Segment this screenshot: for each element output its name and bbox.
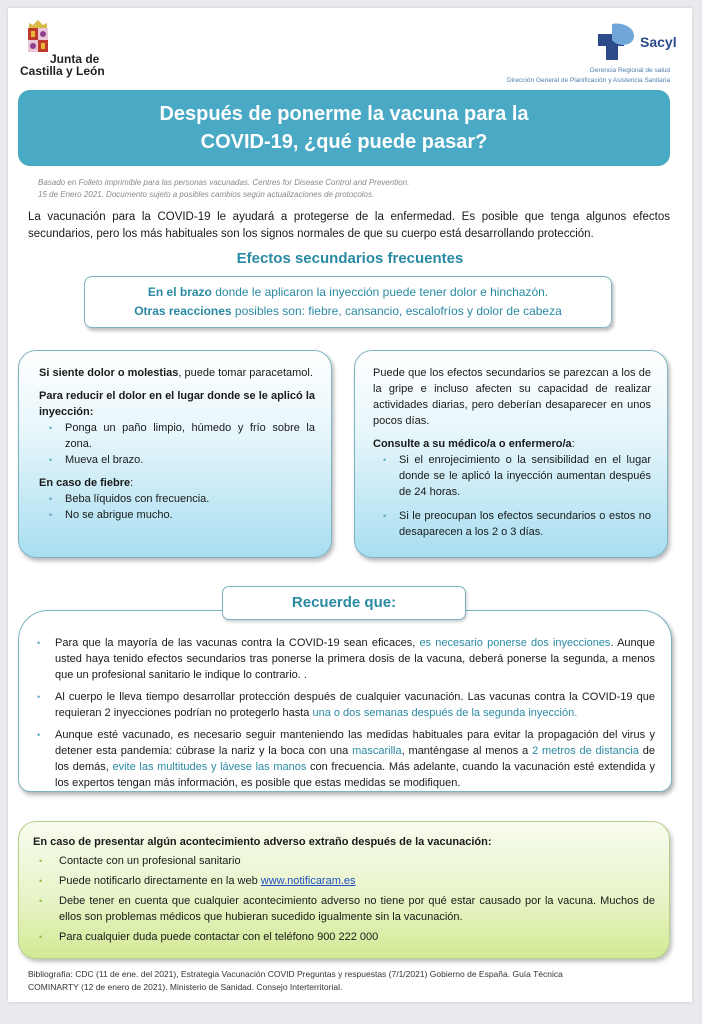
junta-castilla-leon-logo: [20, 18, 140, 78]
remember-2-highlight: una o dos semanas después de la segunda inyección.: [312, 707, 578, 719]
adverse-events-box: [18, 821, 670, 959]
frequent-line-1-bold: En el brazo: [147, 285, 212, 299]
remember-3-text-b: , manténgase al menos a: [401, 745, 533, 757]
list-item: • No se abrigue mucho.: [39, 507, 315, 523]
remember-1-text-a: Para que la mayoría de las vacunas contra la COVID-19 sean eficaces,: [55, 637, 420, 649]
flu-like-paragraph: Puede que los efectos secundarios se parezcan a los de la gripe e incluso afecten su capacidad de realizar actividades diarias, pero deberían desaparecer en unos pocos días.: [373, 367, 651, 427]
reduce-pain-heading: [39, 388, 315, 420]
adverse-web-text: Puede notificarlo directamente en la web: [59, 875, 261, 887]
sacyl-name: Sacyl: [640, 34, 677, 50]
remember-1-text-b: . Aunque usted haya tenido efectos secundarios tras ponerse la primera dosis de la vacuna, deberá ponerse la segunda, a menos que un profesional sanitario le indique lo contrario. .: [55, 637, 655, 681]
consult-list: [373, 452, 651, 540]
frequent-line-1-text: donde le aplicaron la inyección puede tener dolor e hinchazón.: [211, 285, 549, 299]
coat-of-arms-icon: [28, 28, 48, 52]
frequent-line-2: [85, 302, 611, 321]
bibliography: [28, 968, 668, 994]
consult-card: [354, 350, 668, 558]
title-line-1: Después de ponerme la vacuna para la: [159, 103, 529, 125]
document-page: [8, 8, 692, 1002]
consult-heading-colon: :: [571, 438, 575, 450]
crown-icon: [28, 20, 48, 28]
fever-list: [39, 491, 315, 523]
notificaram-link[interactable]: www.notificaram.es: [260, 875, 356, 887]
list-item: • Ponga un paño limpio, húmedo y frío sobre la zona.: [39, 420, 315, 452]
remember-3-highlight-1: mascarilla: [352, 745, 402, 757]
list-item: [29, 635, 655, 683]
list-item: • Si el enrojecimiento o la sensibilidad en el lugar donde se le aplicó la inyección aumentan después de 24 horas.: [373, 452, 651, 500]
frequent-line-2-bold: Otras reacciones: [134, 304, 232, 318]
source-line-1: Basado en Folleto imprimible para las personas vacunadas. Centres for Disease Control and Prevention.: [38, 178, 410, 187]
remember-3-text-a: Aunque esté vacunado, es necesario seguir manteniendo las medidas habituales para evitar la propagación del virus y detener esta pandemia: cúbrase la nariz y la boca con una: [55, 729, 655, 757]
junta-logo-line2: Castilla y León: [20, 64, 105, 78]
frequent-effects-title: Efectos secundarios frecuentes: [236, 250, 464, 267]
remember-3-highlight-3: evite las multitudes y lávese las manos: [112, 761, 307, 773]
remember-3-text-c: de los demás,: [55, 745, 655, 773]
remember-1-highlight: es necesario ponerse dos inyecciones: [419, 637, 611, 649]
remember-box: [18, 610, 672, 792]
remember-3-text-d: con frecuencia. Más adelante, cuando la vacunación esté extendida y los expertos tengan más información, es posible que estas medidas se modifiquen.: [55, 761, 655, 789]
adverse-list: [33, 853, 655, 945]
pain-relief-card: [18, 350, 332, 558]
adverse-heading: En caso de presentar algún acontecimiento adverso extraño después de la vacunación:: [33, 836, 492, 848]
remember-3-highlight-2: 2 metros de distancia: [532, 745, 639, 757]
intro-paragraph: La vacunación para la COVID-19 le ayudará a protegerse de la enfermedad. Es posible que tenga algunos efectos secundarios, pero los más habituales son los signos normales de que su cuerpo está desarrollando protección.: [28, 211, 670, 240]
list-item: [29, 727, 655, 791]
list-item: • Para cualquier duda puede contactar con el teléfono 900 222 000: [33, 929, 655, 945]
title-line-2: COVID-19, ¿qué puede pasar?: [200, 131, 488, 153]
sacyl-subtitle-2: Dirección General de Planificación y Asistencia Sanitaria: [507, 77, 670, 84]
sacyl-cross-icon: [598, 22, 636, 60]
reduce-pain-heading-text: Para reducir el dolor en el lugar donde se le aplicó la inyección:: [39, 390, 315, 418]
reduce-pain-list: [39, 420, 315, 468]
remember-2-text: Al cuerpo le lleva tiempo desarrollar protección después de cualquier vacunación. Las vacunas contra la COVID-19 que requieran 2 inyecciones podrían no protegerlo hasta: [55, 691, 655, 719]
remember-title: Recuerde que:: [222, 586, 466, 620]
frequent-line-2-text: posibles son: fiebre, cansancio, escalofríos y dolor de cabeza: [231, 304, 562, 318]
pain-paragraph: [39, 365, 315, 381]
list-item: • Si le preocupan los efectos secundarios o estos no desaparecen a los 2 o 3 días.: [373, 508, 651, 540]
frequent-line-1: [85, 283, 611, 302]
source-note: [38, 177, 658, 200]
source-line-2: 15 de Enero 2021. Documento sujeto a posibles cambios según actualizaciones de protocolos.: [38, 189, 375, 199]
bibliography-line-1: Bibliografía: CDC (11 de ene. del 2021), Estrategia Vacunación COVID Preguntas y respuestas (7/1/2021) Gobierno de España. Guía Técnica: [28, 969, 563, 979]
list-item: • Contacte con un profesional sanitario: [33, 853, 655, 869]
list-item: • Mueva el brazo.: [39, 452, 315, 468]
bibliography-line-2: COMINARTY (12 de enero de 2021). Ministerio de Sanidad. Consejo Interterritorial.: [28, 982, 343, 992]
remember-list: [29, 635, 655, 791]
fever-heading-bold: En caso de fiebre: [39, 477, 131, 489]
list-item: [29, 689, 655, 721]
consult-heading: [373, 436, 651, 452]
pain-text: , puede tomar paracetamol.: [178, 367, 313, 379]
frequent-effects-box: [84, 276, 612, 328]
pain-bold: Si siente dolor o molestias: [39, 367, 179, 379]
list-item: • Debe tener en cuenta que cualquier acontecimiento adverso no tiene por qué estar causado por la vacuna. Muchos de ellos son problemas médicos que hubieran sucedido igualmente sin la vacunación.: [33, 893, 655, 925]
sacyl-subtitle-1: Gerencia Regional de salud: [589, 67, 670, 74]
fever-heading: [39, 475, 315, 491]
title-banner: [18, 90, 670, 166]
list-item: [33, 873, 655, 889]
consult-heading-bold: Consulte a su médico/a o enfermero/a: [373, 438, 572, 450]
sacyl-logo: [428, 18, 688, 88]
junta-logo-line1: Junta de: [50, 52, 100, 66]
fever-heading-colon: :: [130, 477, 134, 489]
list-item: • Beba líquidos con frecuencia.: [39, 491, 315, 507]
